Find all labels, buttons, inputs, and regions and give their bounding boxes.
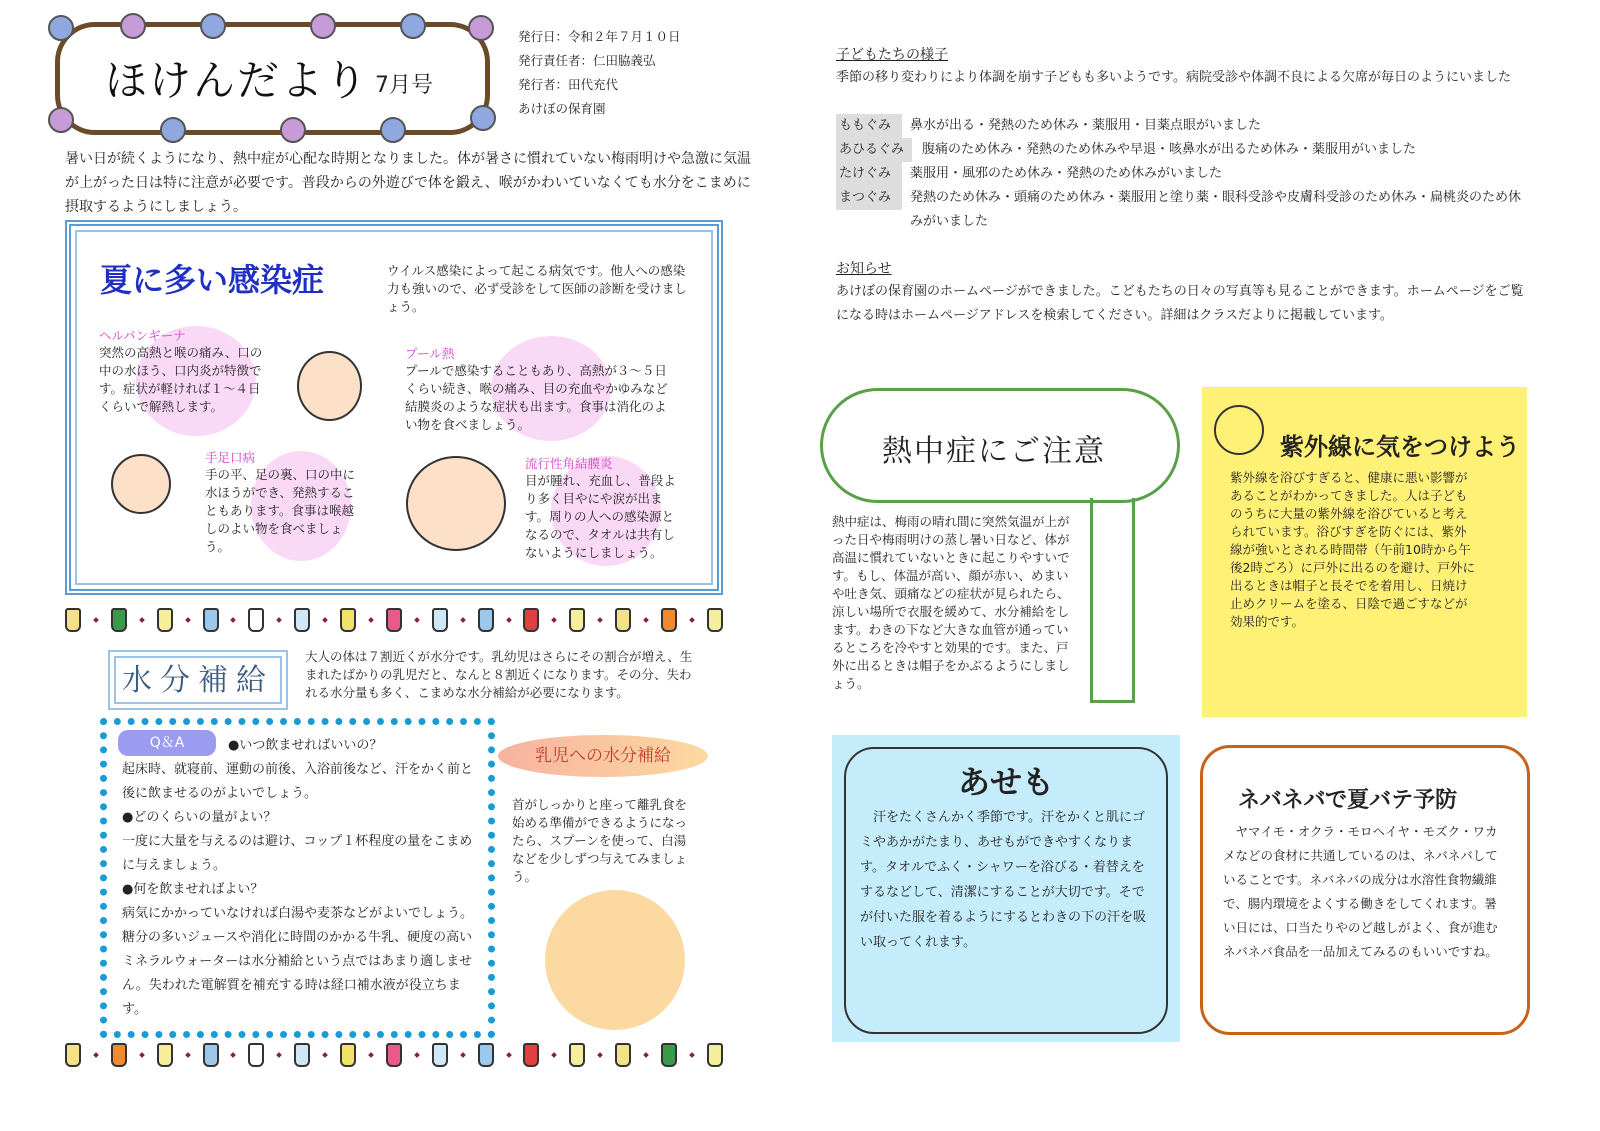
qa-answer-2: 一度に大量を与えるのは避け、コップ１杯程度の量をこまめに与えましょう。	[122, 834, 473, 873]
crying-child-illustration	[297, 351, 362, 421]
uv-text: 紫外線を浴びすぎると、健康に悪い影響があることがわかってきました。人は子どものうちに大量の紫外線を浴びていると考えられています。浴びすぎを防ぐには、紫外線が強いとされる時間帯（午前10時から午後2時ごろ）に戸外に出るのを避け、戸外に出るときは帽子と長そでを着用し、日焼け止めクリームを塗る、日陰で過ごすなどが効果的です。	[1230, 470, 1475, 629]
class-label: ももぐみ	[836, 114, 902, 138]
disease-name: 手足口病	[205, 450, 256, 465]
qa-question-2: ●どのくらいの量がよい？	[122, 810, 277, 825]
disease-text: 手の平、足の裏、口の中に水ほうができ、発熱することもあります。食事は喉越しのよい物を食べましょう。	[205, 467, 356, 554]
mother-feeding-baby-illustration	[545, 890, 685, 1030]
heatstroke-title: 熱中症にご注意	[882, 434, 1106, 469]
children-lead: 季節の移り変わりにより体調を崩す子どもも多いようです。病院受診や体調不良による欠席が毎日のようにいました	[836, 70, 1511, 85]
hydration-title-box	[108, 650, 288, 710]
class-row-matsu	[836, 186, 1531, 234]
morning-glory-icon	[200, 13, 226, 39]
disease-text: 突然の高熱と喉の痛み、口の中の水ほう、口内炎が特徴です。症状が軽ければ１～４日くらいで解熱します。	[99, 345, 263, 414]
disease-herpangina	[99, 326, 269, 416]
newsletter-title: ほけんだより	[105, 56, 370, 105]
sun-icon	[1214, 405, 1264, 455]
qa-question-3: ●何を飲ませればよい？	[122, 882, 264, 897]
morning-glory-icon	[380, 117, 406, 143]
class-text: 発熱のため休み・頭痛のため休み・薬服用と塗り薬・眼科受診や皮膚科受診のため休み・扁桃炎のため休みがいました	[910, 190, 1522, 229]
class-list	[836, 114, 1531, 234]
qa-badge: Q＆A	[118, 730, 216, 756]
publish-date: 発行日：令和２年７月１０日	[518, 29, 681, 44]
infant-hydration-text: 首がしっかりと座って離乳食を始める準備ができるようになったら、スプーンを使って、白湯などを少しずつ与えてみましょう。	[512, 797, 688, 884]
asemo-title: あせも	[957, 763, 1054, 801]
nebaneba-section	[1200, 745, 1530, 1035]
qa-question-1: ●いつ飲ませればいいの？	[228, 738, 383, 753]
disease-name: 流行性角結膜炎	[525, 456, 613, 471]
responsible-person: 発行責任者：仁田脇義弘	[518, 53, 656, 68]
asemo-text: 汗をたくさんかく季節です。汗をかくと肌にゴミやあかがたまり、あせもができやすくなります。タオルでふく・シャワーを浴びる・着替えをするなどして、清潔にすることが大切です。そでが付いた服を着るようにするとわきの下の汗を吸い取ってくれます。	[860, 810, 1147, 950]
class-label: たけぐみ	[836, 162, 902, 186]
nebaneba-title: ネバネバで夏バテ予防	[1238, 788, 1458, 813]
class-row-ahiru	[836, 138, 1531, 162]
class-row-take	[836, 162, 1531, 186]
class-text: 腹痛のため休み・発熱のため休みや早退・咳鼻水が出るため休み・薬服用がいました	[922, 142, 1417, 157]
heatstroke-text: 熱中症は、梅雨の晴れ間に突然気温が上がった日や梅雨明けの蒸し暑い日など、体が高温に慣れていないときに起こりやすいです。もし、体温が高い、顔が赤い、めまいや吐き気、頭痛などの症状が見られたら、涼しい場所で衣服を緩めて、水分補給をします。わきの下など大きな血管が通っているところを冷やすと効果的です。また、戸外に出るときは帽子をかぶるようにしましょう。	[832, 514, 1070, 691]
morning-glory-icon	[280, 117, 306, 143]
children-heading: 子どもたちの様子	[836, 47, 948, 63]
tree-trunk-illustration	[1090, 498, 1135, 703]
qa-answer-1: 起床時、就寝前、運動の前後、入浴前後など、汗をかく前と後に飲ませるのがよいでしょう。	[122, 762, 474, 801]
uv-section	[1202, 387, 1527, 717]
intro-paragraph: 暑い日が続くようになり、熱中症が心配な時期となりました。体が暑さに慣れていない梅雨明けや急激に気温が上がった日は特に注意が必要です。普段からの外遊びで体を鍛え、喉がかわいていなくても水分をこまめに摂取するようにしましょう。	[65, 151, 751, 215]
disease-name: プール熱	[405, 346, 455, 361]
infant-hydration-title: 乳児への水分補給	[498, 735, 708, 777]
asemo-section	[832, 735, 1180, 1042]
disease-hand-foot-mouth	[205, 448, 355, 556]
nursery-name: あけぼの保育園	[518, 101, 606, 116]
class-label: まつぐみ	[836, 186, 902, 210]
baby-illustration	[111, 454, 171, 514]
hydration-lead: 大人の体は７割近くが水分です。乳幼児はさらにその割合が増え、生まれたばかりの乳児だと、なんと８割近くになります。その分、失われる水分量も多く、こまめな水分補給が必要になります。	[305, 649, 693, 700]
morning-glory-icon	[310, 13, 336, 39]
class-label: あひるぐみ	[836, 138, 912, 162]
disease-text: プールで感染することもあり、高熱が３～５日くらい続き、喉の痛み、目の充血やかゆみなど結膜炎のような症状も出ます。食事は消化のよい物を食べましょう。	[405, 363, 668, 432]
disease-conjunctivitis	[525, 454, 680, 562]
publication-meta	[518, 25, 681, 121]
disease-text: 目が腫れ、充血し、普段より多く目やにや涙が出ます。周りの人への感染源となるので、タオルは共有しないようにしましょう。	[525, 473, 676, 560]
red-eye-child-illustration	[406, 456, 506, 551]
infection-title: 夏に多い感染症	[100, 261, 325, 299]
hydration-title: 水分補給	[114, 656, 282, 704]
disease-pool-fever	[405, 344, 675, 434]
qa-answers	[122, 758, 477, 1022]
class-text: 薬服用・風邪のため休み・発熱のため休みがいました	[910, 166, 1223, 181]
morning-glory-icon	[48, 107, 74, 133]
qa-answer-3: 病気にかかっていなければ白湯や麦茶などがよいでしょう。糖分の多いジュースや消化に時間のかかる牛乳、硬度の高いミネラルウォーターは水分補給という点ではあまり適しません。失われた電解質を補充する時は経口補水液が役立ちます。	[122, 906, 474, 1017]
infection-lead: ウイルス感染によって起こる病気です。他人への感染力も強いので、必ず受診をして医師の診断を受けましょう。	[387, 263, 687, 314]
disease-name: ヘルパンギーナ	[99, 328, 186, 343]
issue-label: 7月号	[375, 73, 433, 98]
publisher: 発行者：田代充代	[518, 77, 619, 92]
notice-heading: お知らせ	[836, 261, 892, 277]
morning-glory-icon	[160, 117, 186, 143]
morning-glory-icon	[468, 15, 494, 41]
class-text: 鼻水が出る・発熱のため休み・薬服用・目薬点眼がいました	[910, 118, 1262, 133]
uv-title: 紫外線に気をつけよう	[1280, 433, 1520, 461]
morning-glory-icon	[120, 13, 146, 39]
morning-glory-icon	[48, 15, 74, 41]
morning-glory-icon	[400, 13, 426, 39]
morning-glory-icon	[470, 105, 496, 131]
class-row-momo	[836, 114, 1531, 138]
cup-border-bottom	[65, 1040, 723, 1070]
heatstroke-section	[820, 388, 1185, 708]
notice-text: あけぼの保育園のホームページができました。こどもたちの日々の写真等も見ることができます。ホームページをご覧になる時はホームページアドレスを検索してください。詳細はクラスだよりに掲載しています。	[836, 284, 1524, 323]
nebaneba-text: ヤマイモ・オクラ・モロヘイヤ・モズク・ワカメなどの食材に共通しているのは、ネバネバしていることです。ネバネバの成分は水溶性食物繊維で、腸内環境をよくする働きをしてくれます。暑い日には、口当たりやのど越しがよく、食が進むネバネバ食品を一品加えてみるのもいいですね。	[1223, 824, 1498, 959]
cup-border-top	[65, 605, 723, 635]
